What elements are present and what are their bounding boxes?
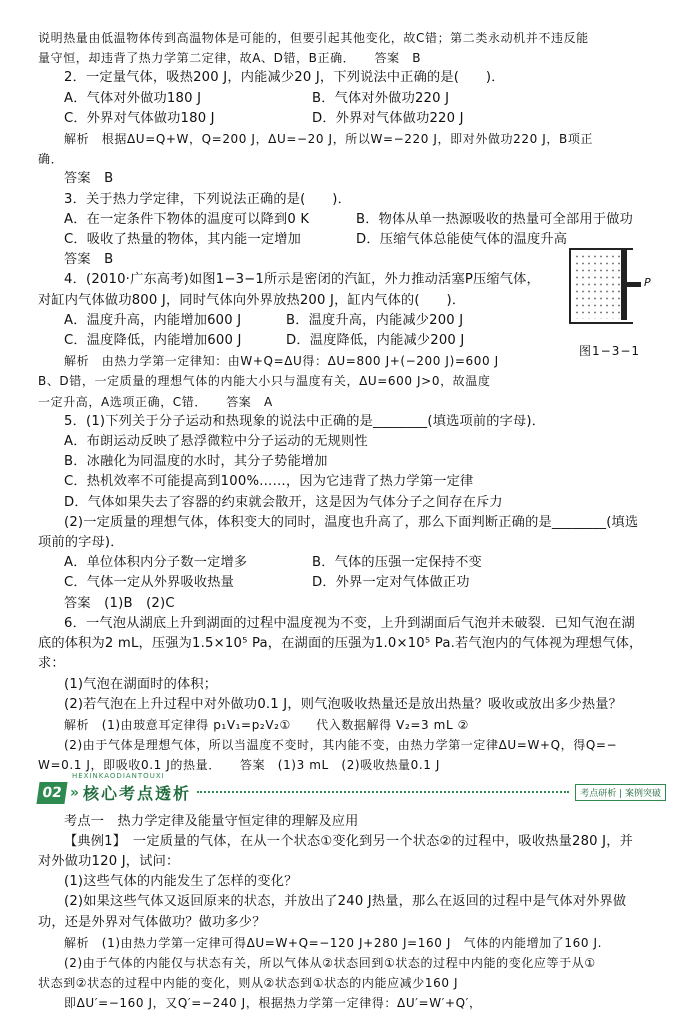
option-text: A．单位体积内分子数一定增多 bbox=[64, 555, 248, 571]
option-text: C．气体一定从外界吸收热量 bbox=[64, 575, 235, 591]
text-line: 底的体积为2 mL，压强为1.5×10⁵ Pa，在湖面的压强为1.0×10⁵ Pa.若气泡内的气体视为理想气体， bbox=[38, 636, 643, 652]
text-line: W=0.1 J，即吸收0.1 J的热量． 答案 (1)3 mL (2)吸收热量0.1 J bbox=[38, 758, 441, 773]
text-line: (2)若气泡在上升过程中对外做功0.1 J，则气泡吸收热量还是放出热量？吸收或放出多少热量？ bbox=[64, 696, 623, 712]
option-text: C．外界对气体做功180 J bbox=[64, 110, 215, 126]
section-header bbox=[38, 771, 666, 806]
text-line: (1)气泡在湖面时的体积； bbox=[64, 676, 218, 692]
option-row bbox=[38, 109, 666, 129]
text-line: 5．(1)下列关于分子运动和热现象的说法中正确的是________(填选项前的字母)． bbox=[64, 413, 546, 429]
option-text: A．气体对外做功180 J bbox=[64, 90, 202, 106]
option-text: B．物体从单一热源吸收的热量可全部用于做功 bbox=[356, 211, 633, 227]
piston-rod bbox=[627, 282, 641, 287]
option-text: B．温度升高，内能减少200 J bbox=[286, 312, 464, 328]
option-row bbox=[38, 89, 666, 109]
text-line: 解析 由热力学第一定律知：由W+Q=ΔU得：ΔU=800 J+(−200 J)=600 J bbox=[64, 354, 499, 369]
option-text: A．在一定条件下物体的温度可以降到0 K bbox=[64, 211, 310, 227]
text-line: D．气体如果失去了容器的约束就会散开，这是因为气体分子之间存在斥力 bbox=[64, 494, 503, 510]
option-row bbox=[38, 553, 666, 573]
text-line: 答案 (1)B (2)C bbox=[64, 595, 175, 611]
text-line: 答案 B bbox=[64, 171, 114, 187]
text-line: 状态到②状态的过程中内能的变化，则从②状态到①状态的内能应减少160 J bbox=[38, 976, 459, 991]
option-row bbox=[38, 573, 666, 593]
text-line: 6．一气泡从湖底上升到湖面的过程中温度视为不变，上升到湖面后气泡并未破裂．已知气泡在湖 bbox=[64, 615, 635, 631]
text-line: B．冰融化为同温度的水时，其分子势能增加 bbox=[64, 454, 328, 470]
option-text: C．温度降低，内能增加600 J bbox=[64, 333, 242, 349]
text-line: 2．一定量气体，吸热200 J，内能减少20 J，下列说法中正确的是( )． bbox=[64, 70, 505, 86]
option-text: D．外界一定对气体做正功 bbox=[312, 575, 470, 591]
option-text: A．温度升高，内能增加600 J bbox=[64, 312, 242, 328]
text-line: 解析 根据ΔU=Q+W，Q=200 J，ΔU=−20 J，所以W=−220 J，即对外做功220 J，B项正 bbox=[64, 132, 594, 147]
text-line: C．热机效率不可能提高到100%……，因为它违背了热力学第一定律 bbox=[64, 474, 474, 490]
text-line: 4．(2010·广东高考)如图1−3−1所示是密闭的汽缸，外力推动活塞P压缩气体， bbox=[64, 272, 540, 288]
option-text: D．外界对气体做功220 J bbox=[312, 110, 464, 126]
option-text: B．气体对外做功220 J bbox=[312, 90, 450, 106]
option-text: D．压缩气体总能使气体的温度升高 bbox=[356, 232, 568, 248]
text-line: 一定升高，A选项正确，C错． 答案 A bbox=[38, 394, 273, 409]
section-number-badge: 02 bbox=[36, 782, 67, 804]
text-line: 求： bbox=[38, 656, 65, 672]
text-line: 答案 B bbox=[64, 252, 114, 268]
option-text: D．温度降低，内能减少200 J bbox=[286, 333, 465, 349]
text-line: 确． bbox=[38, 152, 64, 167]
text-line: 3．关于热力学定律，下列说法正确的是( )． bbox=[64, 191, 352, 207]
section-divider bbox=[197, 791, 569, 795]
section-title: 核心考点透析 bbox=[83, 784, 192, 804]
text-line: 量守恒，却违背了热力学第二定律，故A、D错，B正确． 答案 B bbox=[38, 51, 422, 66]
text-line: (2)如果这些气体又返回原来的状态，并放出了240 J热量，那么在返回的过程中是气体对外界做 bbox=[64, 894, 627, 910]
section-pinyin: HEXINKAODIANTOUXI bbox=[72, 771, 165, 780]
text-line: 说明热量由低温物体传到高温物体是可能的，但要引起其他变化，故C错；第二类永动机并不违反能 bbox=[38, 31, 589, 45]
text-line: B、D错，一定质量的理想气体的内能大小只与温度有关，ΔU=600 J>0，故温度 bbox=[38, 374, 491, 389]
text-line: 解析 (1)由热力学第一定律可得ΔU=W+Q=−120 J+280 J=160 J 气体的内能增加了160 J. bbox=[64, 935, 603, 950]
text-block-exercises bbox=[38, 28, 666, 776]
text-line: (2)由于气体的内能仅与状态有关，所以气体从②状态回到①状态的过程中内能的变化应等于从① bbox=[64, 955, 596, 970]
text-line: 解析 (1)由玻意耳定律得 p₁V₁=p₂V₂① 代入数据解得 V₂=3 mL ② bbox=[64, 717, 470, 732]
figure-cylinder bbox=[529, 222, 669, 362]
text-line: (2)一定质量的理想气体，体积变大的同时，温度也升高了，那么下面判断正确的是________(填选 bbox=[64, 514, 639, 530]
text-block-core bbox=[38, 812, 666, 1014]
text-line: 对缸内气体做功800 J，同时气体向外界放热200 J，缸内气体的( )． bbox=[38, 292, 466, 308]
text-line: (2)由于气体是理想气体，所以当温度不变时，其内能不变，由热力学第一定律ΔU=W+Q，得Q=− bbox=[64, 738, 618, 753]
text-line: 【典例1】 一定质量的气体，在从一个状态①变化到另一个状态②的过程中，吸收热量280 J，并 bbox=[64, 833, 634, 849]
text-line: 功，还是外界对气体做功？做功多少？ bbox=[38, 914, 266, 930]
text-line: 对外做功120 J，试问： bbox=[38, 853, 180, 869]
text-line: 即ΔU′=−160 J，又Q′=−240 J，根据热力学第一定律得：ΔU′=W′+Q′， bbox=[64, 996, 482, 1011]
section-tags: 考点研析 | 案例突破 bbox=[575, 784, 666, 801]
text-line: A．布朗运动反映了悬浮微粒中分子运动的无规则性 bbox=[64, 434, 368, 450]
piston-label: P bbox=[644, 276, 651, 289]
text-line: 考点一 热力学定律及能量守恒定律的理解及应用 bbox=[64, 813, 359, 829]
option-text: B．气体的压强一定保持不变 bbox=[312, 555, 482, 571]
figure-caption: 图1−3−1 bbox=[579, 344, 641, 358]
document-page bbox=[38, 28, 666, 1014]
text-line: (1)这些气体的内能发生了怎样的变化？ bbox=[64, 874, 298, 890]
chevron-icon: » bbox=[70, 784, 80, 801]
option-text: C．吸收了热量的物体，其内能一定增加 bbox=[64, 232, 301, 248]
text-line: 项前的字母)． bbox=[38, 535, 124, 551]
